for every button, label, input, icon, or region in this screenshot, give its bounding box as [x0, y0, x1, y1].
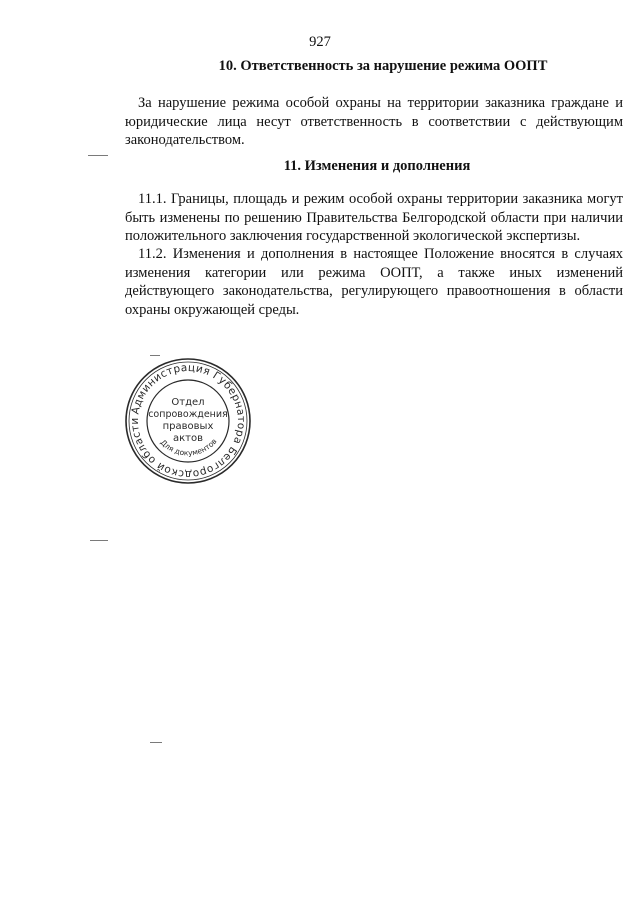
section-11-heading: 11. Изменения и дополнения: [283, 158, 471, 174]
stamp-line-4: актов: [172, 433, 204, 444]
stamp-line-2: сопровождения: [148, 409, 228, 420]
section-10-paragraph: За нарушение режима особой охраны на территории заказника граждане и юридические лица несут ответственность в соответствии с действующим законодательством.: [125, 95, 623, 148]
clause-11-1-paragraph: 11.1. Границы, площадь и режим особой охраны территории заказника могут быть изменены по решению Правительства Белгородской области при наличии положительного заключения государственной экологической экспертизы.: [125, 191, 623, 244]
stamp-graphic: [122, 355, 254, 487]
stamp-line-1: Отдел: [171, 397, 205, 408]
stamp-bottom-text: Для документов: [158, 436, 219, 458]
official-stamp: [122, 355, 254, 487]
scan-mark: [150, 742, 162, 743]
scan-mark: [90, 540, 108, 541]
stamp-outer-text: Администрация Губернатора Белгородской области: [128, 361, 248, 481]
scan-mark: [150, 355, 160, 356]
stamp-line-3: правовых: [162, 421, 214, 432]
scan-mark: [88, 155, 108, 156]
clause-11-2-paragraph: 11.2. Изменения и дополнения в настоящее Положение вносятся в случаях изменения категории или режима ООПТ, а также иных изменений действующего законодательства, регулирующего правоотношения в области охраны окружающей среды.: [125, 246, 623, 318]
page-number: 927: [309, 34, 331, 50]
section-10-heading: 10. Ответственность за нарушение режима ООПТ: [218, 58, 548, 74]
